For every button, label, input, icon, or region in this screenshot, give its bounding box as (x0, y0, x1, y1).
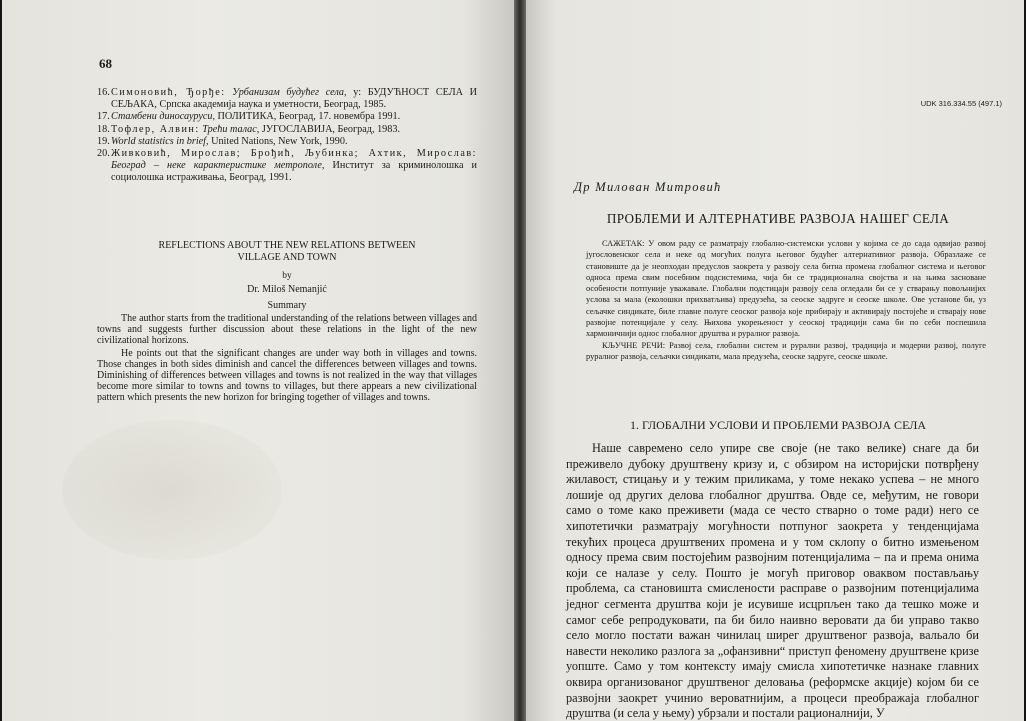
summary-by: by (282, 271, 292, 281)
keywords-paragraph (586, 340, 986, 363)
article-author: Др Милован Митровић (574, 180, 722, 194)
reference-details: United Nations, New York, 1990. (211, 135, 348, 147)
reference-item (97, 111, 477, 123)
abstract-paragraph (586, 238, 986, 340)
reference-number: 18. (97, 123, 110, 135)
abstract-label: САЖЕТАК: (602, 239, 645, 248)
summary-title-line: VILLAGE AND TOWN (237, 252, 337, 263)
left-page (2, 0, 514, 721)
reference-title: World statistics in brief, (111, 135, 209, 147)
summary-author: Dr. Miloš Nemanjić (247, 284, 327, 295)
abstract-text: У овом раду се разматрају глобално-системски услови у којима се до сада одвијао развој југословенског села и неке од могућих полуга његовог будућег алтернативног развоја. Образлаже се становиште да је неопходан предуслов заокрета у развоју села битна промена глобалног система и његовог односа према свим посебним подсистемима, чија би се традиционална својства и на њима засноване особености потпуније уважавале. Глобални подстицаји развоју села огледали би се у стварању повољнијих услова за мала (еколошки прихватљива) предузећа, за сеоске задруге и сеоске школе. Ове установе би, уз сељачке синдикате, биле главне полуге сеоског развоја које прибирају и активирају постојеће и стварају нове развојне потенцијале у селу. Њихова укорењеност у сеоској традицији сама би по себи поспешила хармоничнији однос глобалног друштва и руралног развоја. (586, 239, 987, 339)
keywords-label: КЉУЧНЕ РЕЧИ: (602, 340, 666, 350)
keywords-text: Развој села, глобални систем и рурални развој, традиција и модерни развој, полуге руралног развоја, сељачки синдикати, мала предузећа, сеоске задруге, сеоске школе. (586, 340, 987, 361)
abstract (586, 238, 986, 362)
reference-item (97, 136, 477, 148)
reference-details: Институт за криминолошка и социолошка истраживања, Београд, 1991. (111, 160, 477, 184)
reference-item (97, 124, 477, 136)
article-title: ПРОБЛЕМИ И АЛТЕРНАТИВЕ РАЗВОЈА НАШЕГ СЕЛА (606, 211, 950, 226)
udc-code: UDK 316.334.55 (497.1) (920, 99, 1002, 108)
summary-title (97, 240, 477, 264)
reference-title: Стамбени диносауруси, (111, 111, 215, 123)
reference-number: 16. (97, 87, 110, 98)
reference-author: Живковић, Мирослав; Брођић, Љубинка; Ахтик, Мирослав: (111, 148, 477, 160)
summary-title-line: REFLECTIONS ABOUT THE NEW RELATIONS BETWEEN (158, 240, 416, 251)
reference-list (97, 87, 477, 185)
reference-details: ПОЛИТИКА, Београд, 17. новембра 1991. (217, 111, 401, 123)
body-text (566, 441, 979, 721)
summary-body (97, 313, 477, 405)
reference-author: Симоновић, Ђорђе: (111, 87, 226, 98)
body-paragraph: Наше савремено село упире све своје (не тако велике) снаге да би преживело дубоку друштвену кризу и, с обзиром на историјски потврђену жилавост, стицању и у тежим приликама, у томе некако успева – не много лошије од других делова глобалног друштва. Овде се, међутим, не говори само о томе како преживети (мада се често стварно о томе ради) него се хипотетички разматрају могућности потпуног заокрета у тенденцијама текућих процеса друштвених промена и у том склопу о битно измењеном односу према свим постојећим развојним потенцијалима – па и према онима који се налазе у селу. Пошто је могућ приговор оваквом постављању проблема, са становишта смислености расправе о развојним потенцијалима једног сегмента друштва који је исувише исцрпљен тако да тешко може и самог себе репродуковати, па би било наивно веровати да би управо такво село могло постати важан чинилац ширег друштвеног развоја, вальало би навести неколико разлога за „офанзивни“ приступ феномену друштвене кризе уопште. Само у том контексту имају смисла хипотетичке назнаке главних оквира организованог друштвеног деловања (реформске акције) којом би се развојни заокрет учинио вероватнијим, а процеси преображаја глобалног друштва (и села у њему) убрзали и постали рационалнији, У (566, 441, 979, 721)
reference-details: ЈУГОСЛАВИЈА, Београд, 1983. (261, 123, 400, 135)
reference-author: Тофлер, Алвин: (111, 123, 200, 135)
summary-paragraph: The author starts from the traditional understanding of the relations between villages and towns and suggests further discussion about these relations in the light of the new civilizational horizons. (97, 313, 477, 346)
summary-paragraph: He points out that the significant changes are under way both in villages and towns. Those changes in both sides diminish and cancel the differences between villages and towns. Diminishing of differences between villages and towns is not realized in the way that villages become more similar to towns and towns to villages, but there appears a new civilizational pattern which presents the new horizon for bringing together of villages and towns. (97, 348, 477, 403)
right-page (526, 0, 1024, 721)
summary-heading: Summary (267, 300, 307, 311)
reference-details: у: БУДУЋНОСТ СЕЛА И СЕЉАКА, Српска академија наука и уметности, Београд, 1985. (111, 87, 478, 111)
reference-title: Београд – неке карактеристике метрополе, (111, 160, 325, 172)
reference-number: 19. (97, 135, 110, 147)
section-title: 1. ГЛОБАЛНИ УСЛОВИ И ПРОБЛЕМИ РАЗВОЈА СЕЛА (629, 418, 927, 432)
reference-item (97, 87, 477, 111)
reference-title: Трећи талас, (202, 123, 260, 135)
page-number: 68 (99, 56, 112, 71)
reference-title: Урбанизам будућег села, (232, 87, 347, 98)
reference-item (97, 148, 477, 185)
reference-number: 17. (97, 111, 110, 123)
paper-stain (62, 420, 282, 560)
book-gutter (514, 0, 526, 721)
reference-number: 20. (97, 148, 110, 160)
